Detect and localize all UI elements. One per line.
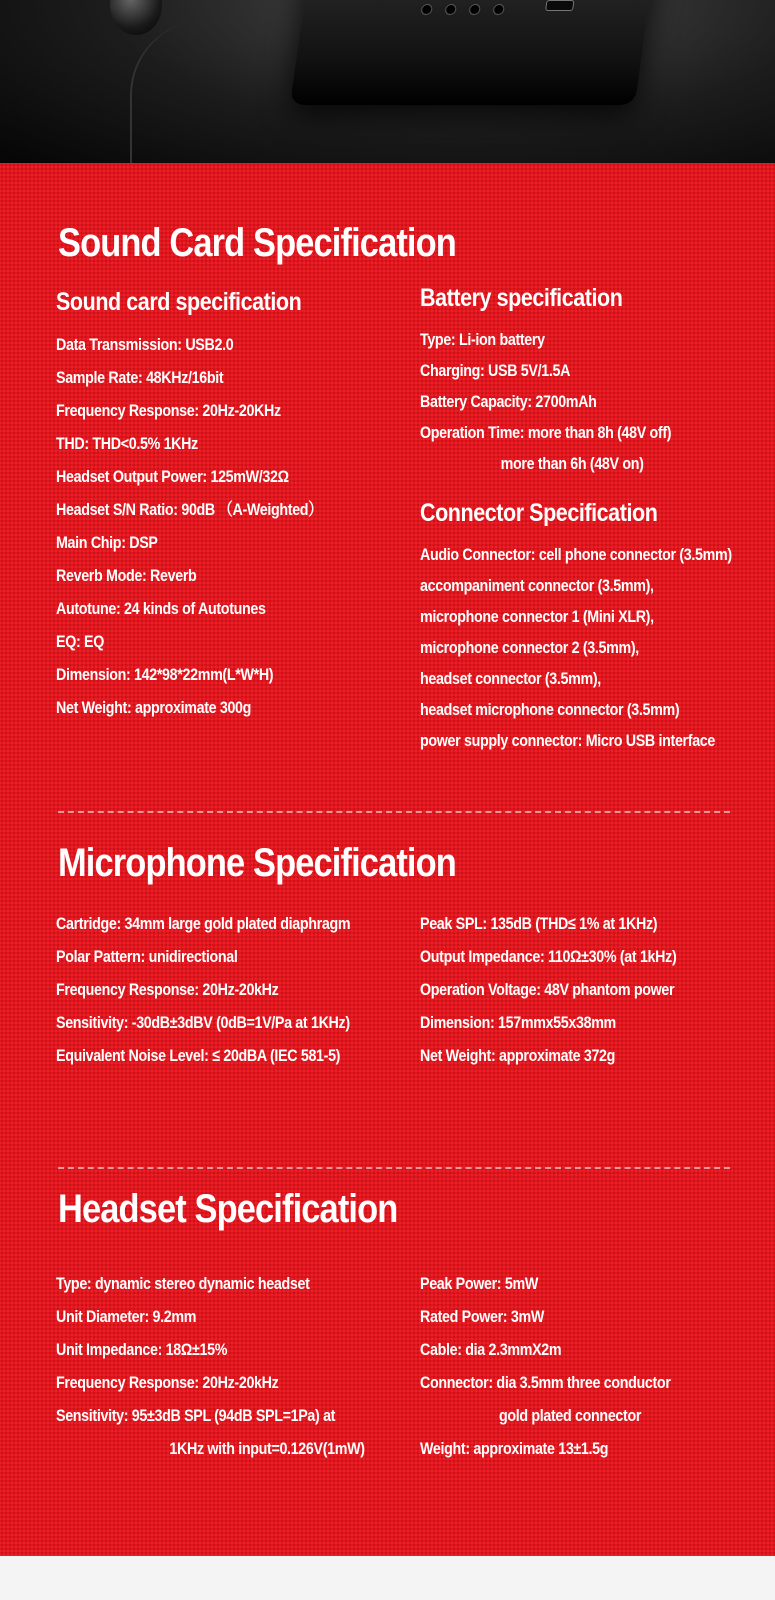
list-item: Operation Time: more than 8h (48V off) [420,423,672,442]
usb-port-icon [545,0,575,11]
list-item: Operation Voltage: 48V phantom power [420,980,675,999]
list-item: Autotune: 24 kinds of Autotunes [56,599,266,618]
list-item: microphone connector 2 (3.5mm), [420,638,639,657]
battery-subheading: Battery specification [420,284,623,312]
list-item: Type: Li-ion battery [420,330,545,349]
list-item: headset connector (3.5mm), [420,669,601,688]
list-item: Dimension: 142*98*22mm(L*W*H) [56,665,274,684]
list-item: Net Weight: approximate 300g [56,698,252,717]
list-item: Sensitivity: 95±3dB SPL (94dB SPL=1Pa) at [56,1406,336,1425]
headphone-port-icon [468,4,481,15]
battery-spec-list [420,324,719,479]
list-item: Sample Rate: 48KHz/16bit [56,368,224,387]
list-item: Headset S/N Ratio: 90dB （A-Weighted） [56,500,323,519]
list-item: Headset Output Power: 125mW/32Ω [56,467,289,486]
section-divider [58,1167,730,1169]
list-item: Reverb Mode: Reverb [56,566,197,585]
headset-title: Headset Specification [58,1187,398,1231]
list-item: headset microphone connector (3.5mm) [420,700,680,719]
microphone-spec-list-left [56,907,406,1072]
audio-port-icon [444,4,457,15]
list-item: Connector: dia 3.5mm three conductor [420,1373,671,1392]
sound-card-subheading: Sound card specification [56,288,302,316]
earbud-image [110,0,162,35]
headset-spec-list-left [56,1267,423,1465]
microphone-spec-list-right [420,907,725,1072]
list-item: Dimension: 157mmx55x38mm [420,1013,616,1032]
sound-card-device-image [290,0,655,105]
list-item: Net Weight: approximate 372g [420,1046,616,1065]
connector-spec-list [420,539,775,756]
list-item: Cable: dia 2.3mmX2m [420,1340,562,1359]
list-item: Audio Connector: cell phone connector (3.5mm) [420,545,732,564]
audio-port-icon [420,4,433,15]
sound-card-spec-list [56,328,373,724]
list-item: Unit Diameter: 9.2mm [56,1307,197,1326]
section-divider [58,811,730,813]
list-item: Battery Capacity: 2700mAh [420,392,597,411]
page-footer-strip [0,1556,775,1600]
list-item: Peak SPL: 135dB (THD≤ 1% at 1KHz) [420,914,658,933]
list-item: Weight: approximate 13±1.5g [420,1439,609,1458]
headset-spec-list-right [420,1267,718,1465]
microphone-port-icon [492,4,505,15]
list-item: Charging: USB 5V/1.5A [420,361,571,380]
specification-panel [0,163,775,1556]
microphone-title: Microphone Specification [58,841,456,885]
list-item: power supply connector: Micro USB interface [420,731,716,750]
list-item: microphone connector 1 (Mini XLR), [420,607,654,626]
list-item: gold plated connector [498,1406,642,1425]
list-item: Frequency Response: 20Hz-20kHz [56,1373,279,1392]
list-item: Main Chip: DSP [56,533,158,552]
list-item: more than 6h (48V on) [500,454,644,473]
list-item: Equivalent Noise Level: ≤ 20dBA (IEC 581-5) [56,1046,341,1065]
list-item: Data Transmission: USB2.0 [56,335,234,354]
list-item: Output Impedance: 110Ω±30% (at 1kHz) [420,947,677,966]
list-item: Polar Pattern: unidirectional [56,947,238,966]
list-item: accompaniment connector (3.5mm), [420,576,654,595]
list-item: EQ: EQ [56,632,104,651]
list-item: Rated Power: 3mW [420,1307,544,1326]
list-item: Unit Impedance: 18Ω±15% [56,1340,228,1359]
list-item: Type: dynamic stereo dynamic headset [56,1274,310,1293]
list-item: Frequency Response: 20Hz-20kHz [56,980,279,999]
connector-subheading: Connector Specification [420,499,658,527]
hero-product-photo [0,0,775,163]
list-item: Frequency Response: 20Hz-20KHz [56,401,281,420]
sound-card-title: Sound Card Specification [58,221,456,265]
list-item: Cartridge: 34mm large gold plated diaphragm [56,914,351,933]
list-item: Sensitivity: -30dB±3dBV (0dB=1V/Pa at 1KHz) [56,1013,350,1032]
list-item: 1KHz with input=0.126V(1mW) [169,1439,365,1458]
list-item: THD: THD<0.5% 1KHz [56,434,198,453]
earphone-cable [130,20,282,163]
list-item: Peak Power: 5mW [420,1274,538,1293]
